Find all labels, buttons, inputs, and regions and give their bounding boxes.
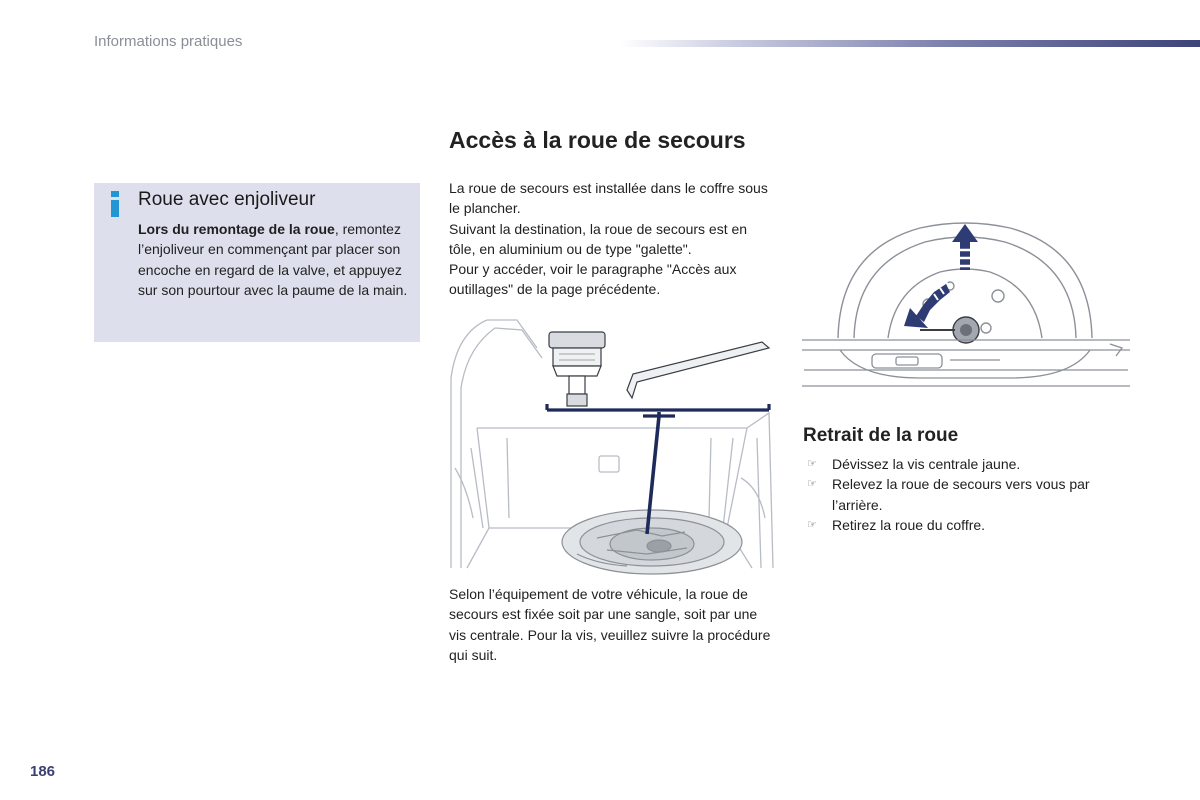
hand-pointer-icon: ☞ [807, 518, 817, 531]
page-title: Accès à la roue de secours [449, 127, 746, 153]
fixing-paragraph: Selon l’équipement de votre véhicule, la roue de secours est fixée soit par une sangle, soit par une vis centrale. Pour la vis, veuillez suivre la procédure qui suit. [449, 586, 771, 663]
intro-line: Suivant la destination, la roue de secours est en tôle, en aluminium ou de type "galette". [449, 220, 748, 257]
info-box [94, 183, 420, 342]
list-item [803, 454, 1133, 474]
info-box-body: , remontez l’enjoliveur en commençant par placer son encoche en regard de la valve, et appuyez sur son pourtour avec la paume de la main. [138, 221, 408, 298]
page-number: 186 [30, 763, 56, 780]
trunk-illustration [447, 318, 775, 575]
info-box-bold-lead: Lors du remontage de la roue [138, 221, 335, 237]
list-item [803, 515, 1133, 535]
header-gradient-bar [620, 40, 1200, 47]
hand-pointer-icon: ☞ [807, 458, 817, 470]
section-label: Informations pratiques [94, 33, 243, 50]
removal-steps [803, 454, 1133, 535]
removal-title: Retrait de la roue [803, 425, 959, 446]
step-text: Retirez la roue du coffre. [832, 516, 986, 533]
intro-line: Pour y accéder, voir le paragraphe "Accès aux outillages" de la page précédente. [449, 261, 737, 298]
intro-paragraph [449, 178, 775, 300]
intro-line: La roue de secours est installée dans le coffre sous le plancher. [449, 180, 768, 217]
info-icon [107, 191, 123, 217]
wheel-removal-illustration [800, 220, 1132, 392]
spare-wheel [562, 510, 742, 574]
info-box-title: Roue avec enjoliveur [138, 189, 316, 210]
step-text: Relevez la roue de secours vers vous par l’arrière. [832, 476, 1090, 513]
list-item [803, 474, 1133, 515]
step-text: Dévissez la vis centrale jaune. [832, 456, 1021, 472]
hand-pointer-icon: ☞ [807, 478, 817, 491]
inset-panel [545, 320, 770, 412]
info-box-text [138, 219, 414, 300]
